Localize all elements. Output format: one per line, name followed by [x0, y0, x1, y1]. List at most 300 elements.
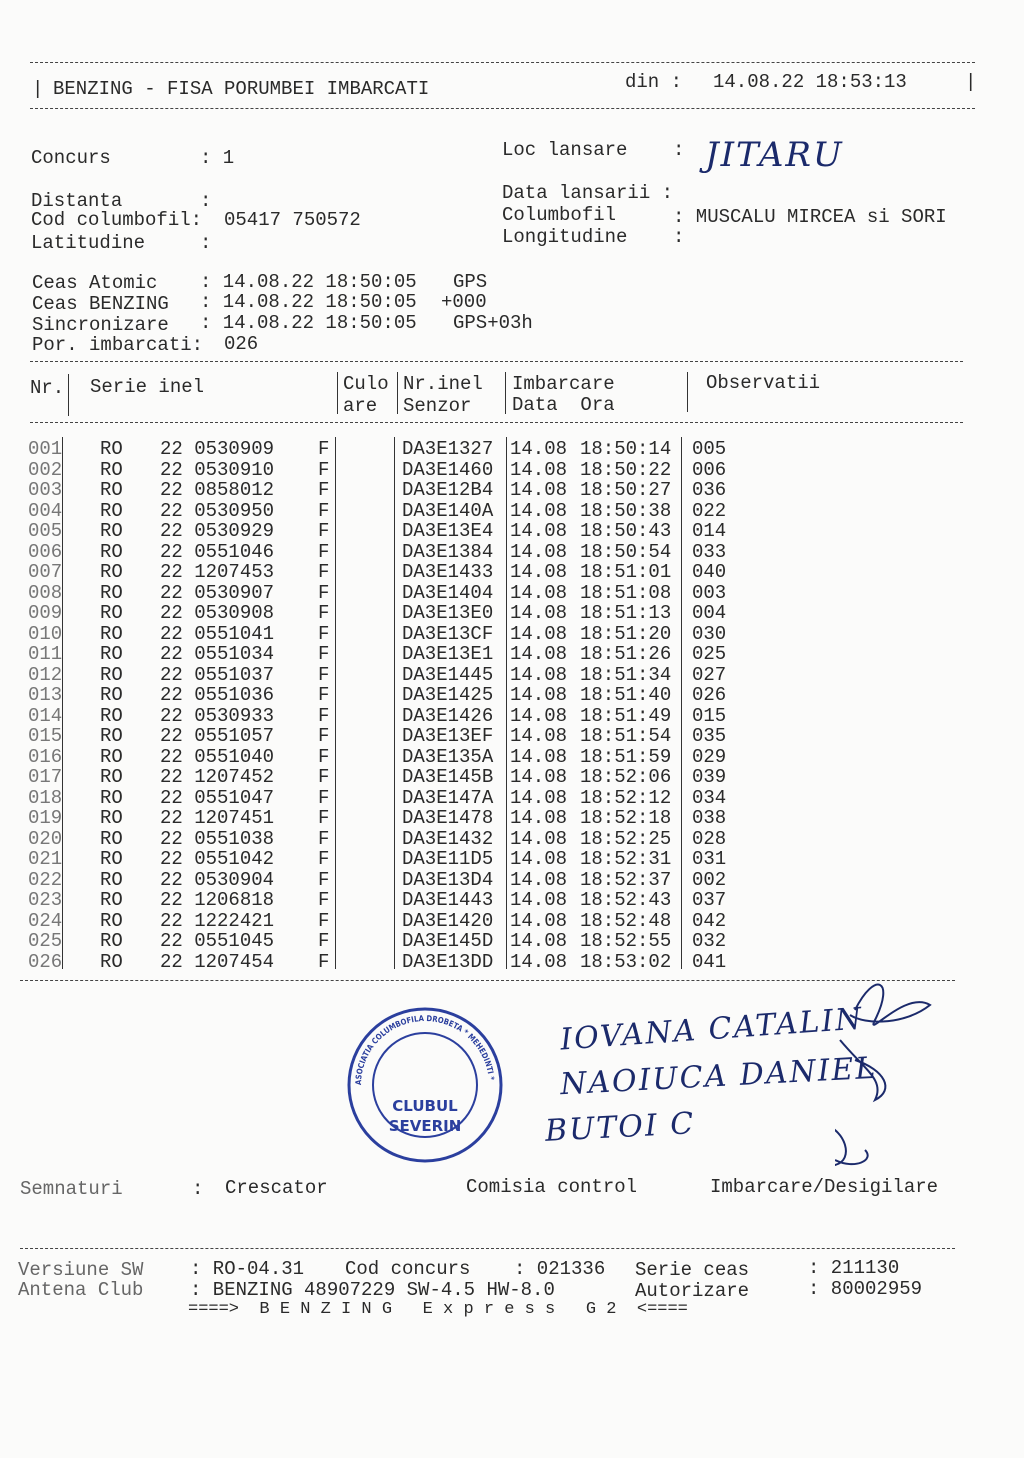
sex: F [318, 499, 330, 522]
imbarcare-desigilare-label: Imbarcare/Desigilare [710, 1176, 939, 1198]
row-nr: 021 [28, 848, 63, 870]
sensor-id: DA3E135A [402, 745, 494, 768]
observation: 041 [692, 950, 727, 973]
table-row [0, 581, 1024, 604]
row-nr: 007 [28, 561, 63, 583]
sensor-id: DA3E1404 [402, 581, 494, 604]
sensor-id: DA3E13DD [402, 950, 494, 973]
ring-number: 22 0858012 [160, 479, 275, 501]
time: 18:51:40 [580, 684, 672, 706]
table-row [0, 481, 1024, 501]
observation: 026 [692, 684, 727, 706]
row-nr: 015 [28, 725, 63, 747]
observation: 042 [692, 909, 727, 932]
svg-text:ASOCIATIA COLUMBOFILA DROBETA [354, 1014, 496, 1085]
date: 14.08 [510, 643, 568, 665]
sensor-id: DA3E1478 [402, 807, 494, 829]
date: 14.08 [510, 602, 568, 624]
loc-lansare-sep: : [673, 139, 685, 161]
row-nr: 017 [28, 766, 63, 788]
country: RO [100, 663, 123, 686]
observation: 027 [692, 663, 727, 686]
time: 18:52:18 [580, 807, 672, 829]
sex: F [318, 827, 330, 850]
sensor-id: DA3E13EF [402, 725, 494, 747]
divider [20, 1248, 955, 1249]
sex: F [318, 909, 330, 932]
sensor-id: DA3E13E1 [402, 643, 494, 665]
observation: 033 [692, 540, 727, 563]
table-row [0, 727, 1024, 747]
observation: 004 [692, 602, 727, 624]
sex: F [318, 930, 330, 952]
table-row [0, 522, 1024, 542]
time: 18:51:13 [580, 602, 672, 624]
clock-extra-benzing: +000 [441, 291, 487, 313]
ring-number: 22 1207454 [160, 950, 275, 973]
sensor-id: DA3E13D4 [402, 868, 494, 891]
col-sep [335, 437, 336, 969]
date: 14.08 [510, 848, 568, 870]
antena-value: : BENZING 48907229 SW-4.5 HW-8.0 [190, 1279, 555, 1301]
ring-number: 22 1222421 [160, 909, 275, 932]
sensor-id: DA3E145D [402, 930, 494, 952]
col-sep [506, 437, 507, 969]
country: RO [100, 868, 123, 891]
divider [30, 422, 963, 423]
observation: 035 [692, 725, 727, 747]
col-header-data-ora: Data Ora [512, 394, 615, 416]
row-nr: 005 [28, 520, 63, 542]
date: 14.08 [510, 807, 568, 829]
ring-number: 22 1207452 [160, 766, 275, 788]
col-sep [337, 372, 338, 414]
print-datetime: 14.08.22 18:53:13 [713, 71, 907, 93]
observation: 002 [692, 868, 727, 891]
date: 14.08 [510, 622, 568, 645]
sex: F [318, 684, 330, 706]
row-nr: 008 [28, 581, 63, 604]
table-row [0, 868, 1024, 891]
time: 18:51:26 [580, 643, 672, 665]
longitudine-value: : [673, 226, 685, 248]
ring-number: 22 1207453 [160, 561, 275, 583]
country: RO [100, 622, 123, 645]
time: 18:50:54 [580, 540, 672, 563]
ring-number: 22 1206818 [160, 889, 275, 911]
observation: 034 [692, 786, 727, 809]
sex: F [318, 479, 330, 501]
benzing-banner: ====> B E N Z I N G E x p r e s s G 2 <==== [188, 1300, 688, 1319]
sex: F [318, 848, 330, 870]
clock-value-atomic: : 14.08.22 18:50:05 [200, 271, 417, 293]
date: 14.08 [510, 827, 568, 850]
ring-number: 22 0551045 [160, 930, 275, 952]
sex: F [318, 561, 330, 583]
clock-label-benzing: Ceas BENZING [32, 293, 169, 315]
time: 18:52:43 [580, 889, 672, 911]
date: 14.08 [510, 561, 568, 583]
time: 18:51:01 [580, 561, 672, 583]
date: 14.08 [510, 766, 568, 788]
cod-columbofil-label: Cod columbofil: [31, 209, 203, 231]
time: 18:51:08 [580, 581, 672, 604]
col-sep [62, 437, 63, 969]
sync-extra: GPS+03h [453, 312, 533, 334]
sex: F [318, 602, 330, 624]
sex: F [318, 622, 330, 645]
col-header-culoare-2: are [343, 395, 378, 417]
date: 14.08 [510, 889, 568, 911]
table-row [0, 645, 1024, 665]
country: RO [100, 745, 123, 768]
time: 18:51:20 [580, 622, 672, 645]
country: RO [100, 930, 123, 952]
ring-number: 22 0551036 [160, 684, 275, 706]
observation: 006 [692, 458, 727, 481]
time: 18:50:43 [580, 520, 672, 542]
time: 18:51:54 [580, 725, 672, 747]
col-sep [681, 437, 682, 969]
ring-number: 22 1207451 [160, 807, 275, 829]
observation: 029 [692, 745, 727, 768]
country: RO [100, 684, 123, 706]
date: 14.08 [510, 540, 568, 563]
autorizare-value: : 80002959 [808, 1278, 923, 1300]
sex: F [318, 581, 330, 604]
sex: F [318, 786, 330, 809]
ring-number: 22 0551057 [160, 725, 275, 747]
observation: 003 [692, 581, 727, 604]
columbofil-value: : MUSCALU MIRCEA si SORI [673, 206, 947, 228]
country: RO [100, 848, 123, 870]
col-header-nrinel-1: Nr.inel [403, 373, 483, 395]
observation: 014 [692, 520, 727, 542]
ring-number: 22 0551037 [160, 663, 275, 686]
ring-number: 22 0551041 [160, 622, 275, 645]
embarked-count-label: Por. imbarcati: [32, 334, 204, 356]
date: 14.08 [510, 930, 568, 952]
country: RO [100, 520, 123, 542]
row-nr: 011 [28, 643, 63, 665]
row-nr: 018 [28, 786, 63, 809]
cod-columbofil-value: 05417 750572 [224, 209, 361, 231]
time: 18:50:38 [580, 499, 672, 522]
date: 14.08 [510, 581, 568, 604]
country: RO [100, 458, 123, 481]
time: 18:51:59 [580, 745, 672, 768]
country: RO [100, 909, 123, 932]
row-nr: 019 [28, 807, 63, 829]
observation: 036 [692, 479, 727, 501]
table-row [0, 540, 1024, 563]
sensor-id: DA3E1327 [402, 438, 494, 460]
divider [30, 108, 975, 109]
col-sep [394, 437, 395, 969]
table-row [0, 827, 1024, 850]
border-bar: | [965, 71, 977, 93]
table-row [0, 622, 1024, 645]
col-header-culoare-1: Culo [343, 373, 389, 395]
ring-number: 22 0530907 [160, 581, 275, 604]
date: 14.08 [510, 745, 568, 768]
observation: 037 [692, 889, 727, 911]
observation: 040 [692, 561, 727, 583]
sensor-id: DA3E145B [402, 766, 494, 788]
divider [30, 62, 975, 63]
concurs-label: Concurs [31, 147, 111, 169]
row-nr: 006 [28, 540, 63, 563]
semnaturi-label: Semnaturi [20, 1178, 123, 1200]
row-nr: 026 [28, 950, 63, 973]
col-sep [397, 372, 398, 414]
country: RO [100, 438, 123, 460]
ring-number: 22 0551038 [160, 827, 275, 850]
sensor-id: DA3E12B4 [402, 479, 494, 501]
sex: F [318, 458, 330, 481]
country: RO [100, 950, 123, 973]
clock-extra-atomic: GPS [453, 271, 488, 293]
time: 18:53:02 [580, 950, 672, 973]
observation: 031 [692, 848, 727, 870]
table-row [0, 458, 1024, 481]
din-label: din : [625, 71, 683, 93]
semnaturi-sep: : [192, 1178, 204, 1200]
time: 18:51:49 [580, 704, 672, 727]
sync-label: Sincronizare [32, 314, 169, 336]
sensor-id: DA3E147A [402, 786, 494, 809]
ring-number: 22 0530950 [160, 499, 275, 522]
country: RO [100, 581, 123, 604]
sex: F [318, 745, 330, 768]
row-nr: 020 [28, 827, 63, 850]
handwritten-signature-1: IOVANA CATALIN [559, 1001, 865, 1058]
sensor-id: DA3E1384 [402, 540, 494, 563]
sex: F [318, 663, 330, 686]
country: RO [100, 479, 123, 501]
row-nr: 013 [28, 684, 63, 706]
distanta-value: : [200, 190, 212, 212]
country: RO [100, 643, 123, 665]
latitudine-label: Latitudine [31, 232, 146, 254]
time: 18:52:37 [580, 868, 672, 891]
sensor-id: DA3E13CF [402, 622, 494, 645]
date: 14.08 [510, 684, 568, 706]
embarked-count-value: 026 [224, 333, 259, 355]
table-row [0, 809, 1024, 829]
sensor-id: DA3E1445 [402, 663, 494, 686]
observation: 032 [692, 930, 727, 952]
table-row [0, 850, 1024, 870]
date: 14.08 [510, 499, 568, 522]
col-header-nr: Nr. [30, 377, 65, 399]
ring-number: 22 0551034 [160, 643, 275, 665]
sex: F [318, 807, 330, 829]
signature-scribbles [835, 970, 945, 1170]
time: 18:52:48 [580, 909, 672, 932]
crescator-label: Crescator [225, 1177, 328, 1199]
country: RO [100, 561, 123, 583]
country: RO [100, 704, 123, 727]
stamp-outer-text: ASOCIATIA COLUMBOFILA DROBETA * MEHEDINTI * [353, 1013, 496, 1086]
sex: F [318, 889, 330, 911]
latitudine-value: : [200, 232, 212, 254]
clock-label-atomic: Ceas Atomic [32, 272, 158, 294]
sensor-id: DA3E1443 [402, 889, 494, 911]
sex: F [318, 950, 330, 973]
border-bar: | [32, 78, 44, 100]
country: RO [100, 827, 123, 850]
ring-number: 22 0530910 [160, 458, 275, 481]
table-row [0, 663, 1024, 686]
cod-concurs-label: Cod concurs [345, 1258, 471, 1280]
club-stamp [345, 1005, 505, 1165]
sensor-id: DA3E140A [402, 499, 494, 522]
row-nr: 022 [28, 868, 63, 891]
row-nr: 004 [28, 499, 63, 522]
row-nr: 001 [28, 438, 63, 460]
row-nr: 010 [28, 622, 63, 645]
versiune-label: Versiune SW [18, 1259, 144, 1281]
columbofil-label: Columbofil [502, 204, 617, 226]
col-header-imbarcare: Imbarcare [512, 373, 615, 395]
table-row [0, 786, 1024, 809]
ring-number: 22 0530909 [160, 438, 275, 460]
sex: F [318, 725, 330, 747]
time: 18:50:27 [580, 479, 672, 501]
row-nr: 023 [28, 889, 63, 911]
table-row [0, 932, 1024, 952]
table-row [0, 440, 1024, 460]
date: 14.08 [510, 520, 568, 542]
time: 18:50:22 [580, 458, 672, 481]
col-sep [687, 372, 688, 412]
country: RO [100, 786, 123, 809]
stamp-line1: CLUBUL [392, 1097, 458, 1115]
table-row [0, 686, 1024, 706]
col-header-nrinel-2: Senzor [403, 395, 472, 417]
table-row [0, 745, 1024, 768]
row-nr: 016 [28, 745, 63, 768]
time: 18:50:14 [580, 438, 672, 460]
sex: F [318, 520, 330, 542]
observation: 039 [692, 766, 727, 788]
ring-number: 22 0551040 [160, 745, 275, 768]
ring-number: 22 0530929 [160, 520, 275, 542]
date: 14.08 [510, 786, 568, 809]
country: RO [100, 889, 123, 911]
row-nr: 003 [28, 479, 63, 501]
clock-value-benzing: : 14.08.22 18:50:05 [200, 291, 417, 313]
handwritten-signature-3: BUTOI C [544, 1106, 697, 1149]
time: 18:51:34 [580, 663, 672, 686]
row-nr: 002 [28, 458, 63, 481]
sex: F [318, 643, 330, 665]
ring-number: 22 0530908 [160, 602, 275, 624]
ring-number: 22 0530904 [160, 868, 275, 891]
date: 14.08 [510, 725, 568, 747]
table-row [0, 909, 1024, 932]
table-row [0, 891, 1024, 911]
sensor-id: DA3E1420 [402, 909, 494, 932]
ring-number: 22 0551046 [160, 540, 275, 563]
longitudine-label: Longitudine [502, 226, 628, 248]
autorizare-label: Autorizare [635, 1280, 750, 1302]
time: 18:52:12 [580, 786, 672, 809]
col-sep [68, 374, 69, 416]
sync-value: : 14.08.22 18:50:05 [200, 312, 417, 334]
ring-number: 22 0551047 [160, 786, 275, 809]
table-row [0, 704, 1024, 727]
serie-ceas-value: : 211130 [808, 1257, 900, 1279]
observation: 028 [692, 827, 727, 850]
date: 14.08 [510, 479, 568, 501]
sex: F [318, 438, 330, 460]
row-nr: 025 [28, 930, 63, 952]
loc-lansare-handwritten: JITARU [705, 135, 844, 175]
observation: 038 [692, 807, 727, 829]
country: RO [100, 725, 123, 747]
country: RO [100, 499, 123, 522]
observation: 022 [692, 499, 727, 522]
date: 14.08 [510, 663, 568, 686]
country: RO [100, 602, 123, 624]
sensor-id: DA3E13E0 [402, 602, 494, 624]
serie-ceas-label: Serie ceas [635, 1259, 750, 1281]
page-title: BENZING - FISA PORUMBEI IMBARCATI [53, 78, 430, 100]
sensor-id: DA3E1432 [402, 827, 494, 850]
date: 14.08 [510, 950, 568, 973]
time: 18:52:25 [580, 827, 672, 850]
versiune-value: : RO-04.31 [190, 1258, 305, 1280]
table-row [0, 499, 1024, 522]
time: 18:52:31 [580, 848, 672, 870]
divider [30, 361, 963, 362]
date: 14.08 [510, 868, 568, 891]
distanta-label: Distanta [31, 190, 123, 212]
col-header-observatii: Observatii [706, 372, 821, 394]
observation: 005 [692, 438, 727, 460]
sensor-id: DA3E1460 [402, 458, 494, 481]
data-lansarii-label: Data lansarii : [502, 182, 674, 204]
date: 14.08 [510, 458, 568, 481]
sensor-id: DA3E13E4 [402, 520, 494, 542]
date: 14.08 [510, 704, 568, 727]
observation: 025 [692, 643, 727, 665]
ring-number: 22 0551042 [160, 848, 275, 870]
sex: F [318, 704, 330, 727]
country: RO [100, 766, 123, 788]
time: 18:52:55 [580, 930, 672, 952]
observation: 015 [692, 704, 727, 727]
time: 18:52:06 [580, 766, 672, 788]
date: 14.08 [510, 909, 568, 932]
table-row [0, 604, 1024, 624]
table-row [0, 768, 1024, 788]
col-sep [505, 372, 506, 414]
sex: F [318, 868, 330, 891]
table-row [0, 563, 1024, 583]
sensor-id: DA3E11D5 [402, 848, 494, 870]
country: RO [100, 807, 123, 829]
date: 14.08 [510, 438, 568, 460]
sensor-id: DA3E1433 [402, 561, 494, 583]
loc-lansare-label: Loc lansare [502, 139, 628, 161]
sex: F [318, 766, 330, 788]
sensor-id: DA3E1426 [402, 704, 494, 727]
ring-number: 22 0530933 [160, 704, 275, 727]
col-header-serie: Serie inel [90, 376, 205, 398]
